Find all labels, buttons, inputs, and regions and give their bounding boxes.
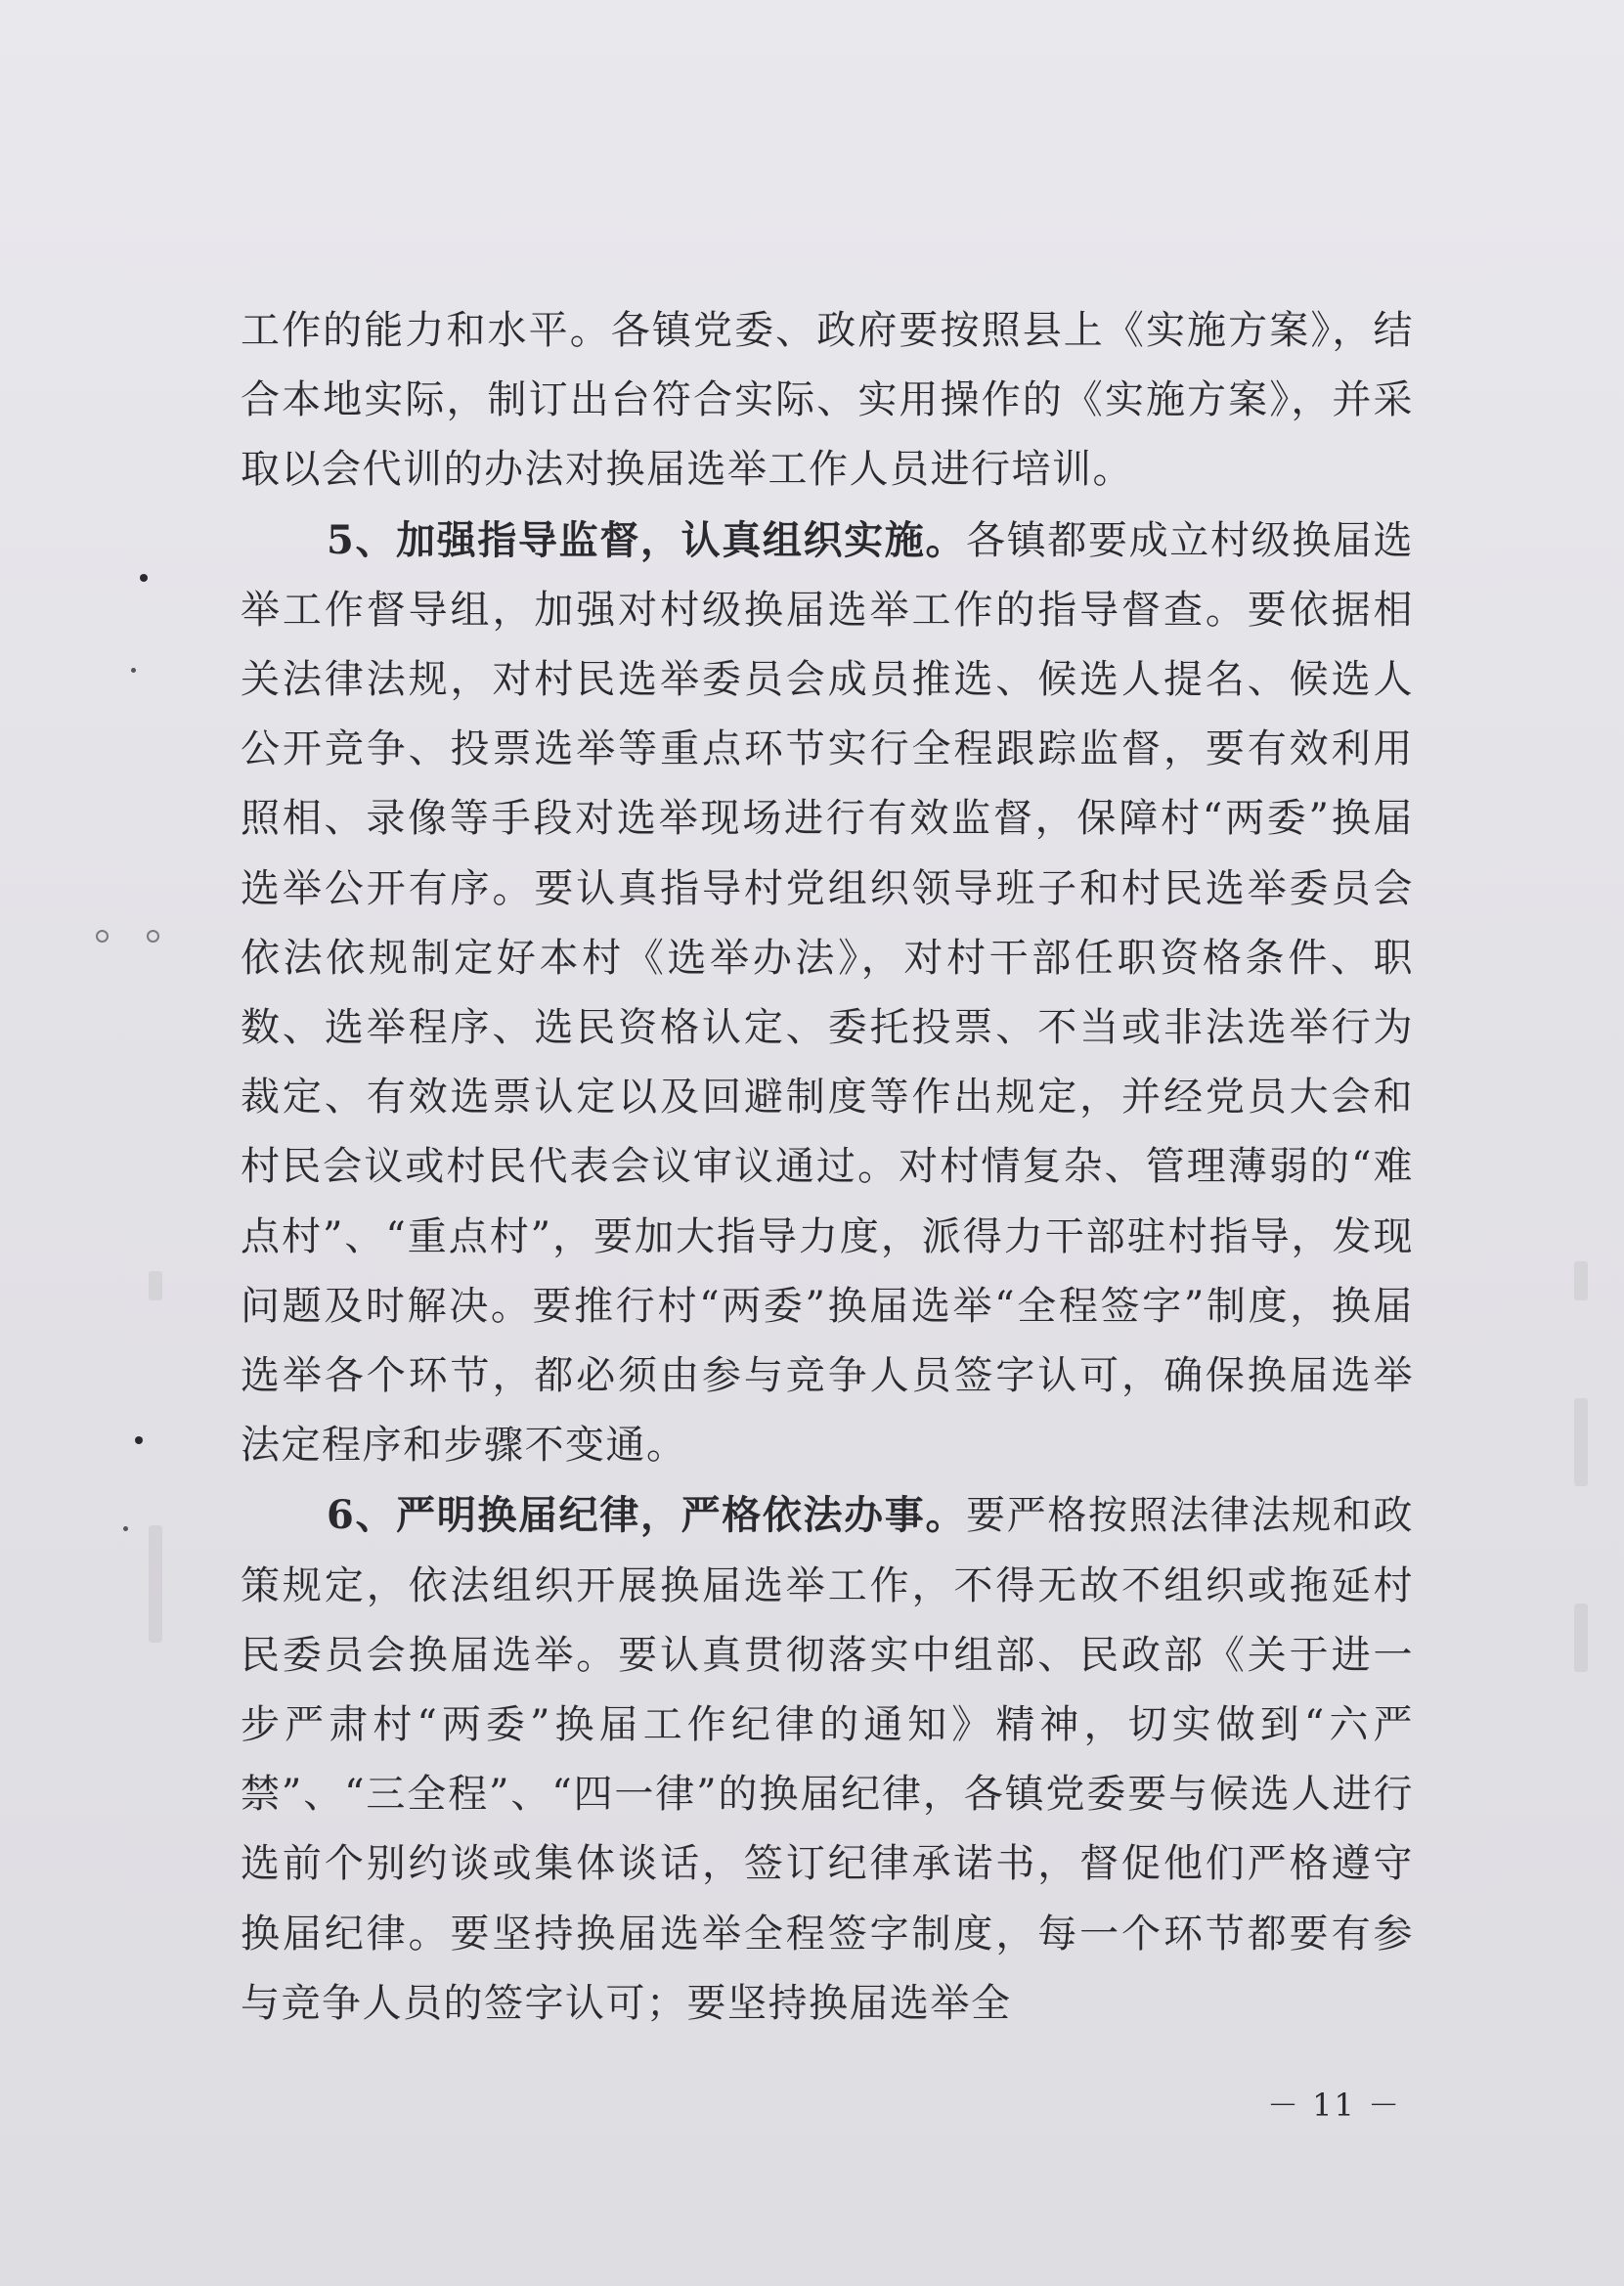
section-heading: 6、严明换届纪律，严格依法办事。 [327,1492,967,1539]
paragraph-continuation [241,296,1414,506]
bleed-through-mark [149,1525,162,1643]
bleed-through-mark [1574,1261,1588,1300]
binding-hole [147,930,159,943]
binding-hole [140,574,148,582]
paragraph-text: 要严格按照法律法规和政策规定，依法组织开展换届选举工作，不得无故不组织或拖延村民委员会换届选举。要认真贯彻落实中组部、民政部《关于进一步严肃村“两委”换届工作纪律的通知》精神，切实做到“六严禁”、“三全程”、“四一律”的换届纪律，各镇党委要与候选人进行选前个别约谈或集体谈话，签订纪律承诺书，督促他们严格遵守换届纪律。要坚持换届选举全程签字制度，每一个环节都要有参与竞争人员的签字认可；要坚持换届选举全 [241,1493,1414,2026]
paragraph-text: 各镇都要成立村级换届选举工作督导组，加强对村级换届选举工作的指导督查。要依据相关法律法规，对村民选举委员会成员推选、候选人提名、候选人公开竞争、投票选举等重点环节实行全程跟踪监督，要有效利用照相、录像等手段对选举现场进行有效监督，保障村“两委”换届选举公开有序。要认真指导村党组织领导班子和村民选举委员会依法依规制定好本村《选举办法》，对村干部任职资格条件、职数、选举程序、选民资格认定、委托投票、不当或非法选举行为裁定、有效选票认定以及回避制度等作出规定，并经党员大会和村民会议或村民代表会议审议通过。对村情复杂、管理薄弱的“难点村”、“重点村”，要加大指导力度，派得力干部驻村指导，发现问题及时解决。要推行村“两委”换届选举“全程签字”制度，换届选举各个环节，都必须由参与竞争人员签字认可，确保换届选举法定程序和步骤不变通。 [241,517,1414,1469]
paragraph-text: 工作的能力和水平。各镇党委、政府要按照县上《实施方案》，结合本地实际，制订出台符合实际、实用操作的《实施方案》，并采取以会代训的办法对换届选举工作人员进行培训。 [241,308,1414,493]
binding-hole [131,668,136,673]
paragraph-section-6 [241,1480,1414,2039]
binding-hole [123,1526,128,1531]
bleed-through-mark [1574,1398,1588,1486]
bleed-through-mark [149,1271,162,1300]
page-number: － 11 － [1267,2087,1402,2124]
binding-hole [96,930,109,943]
paragraph-section-5 [241,506,1414,1481]
section-heading: 5、加强指导监督，认真组织实施。 [327,516,967,563]
bleed-through-mark [1574,1604,1588,1672]
document-body [241,296,1414,2039]
binding-hole [135,1436,143,1444]
